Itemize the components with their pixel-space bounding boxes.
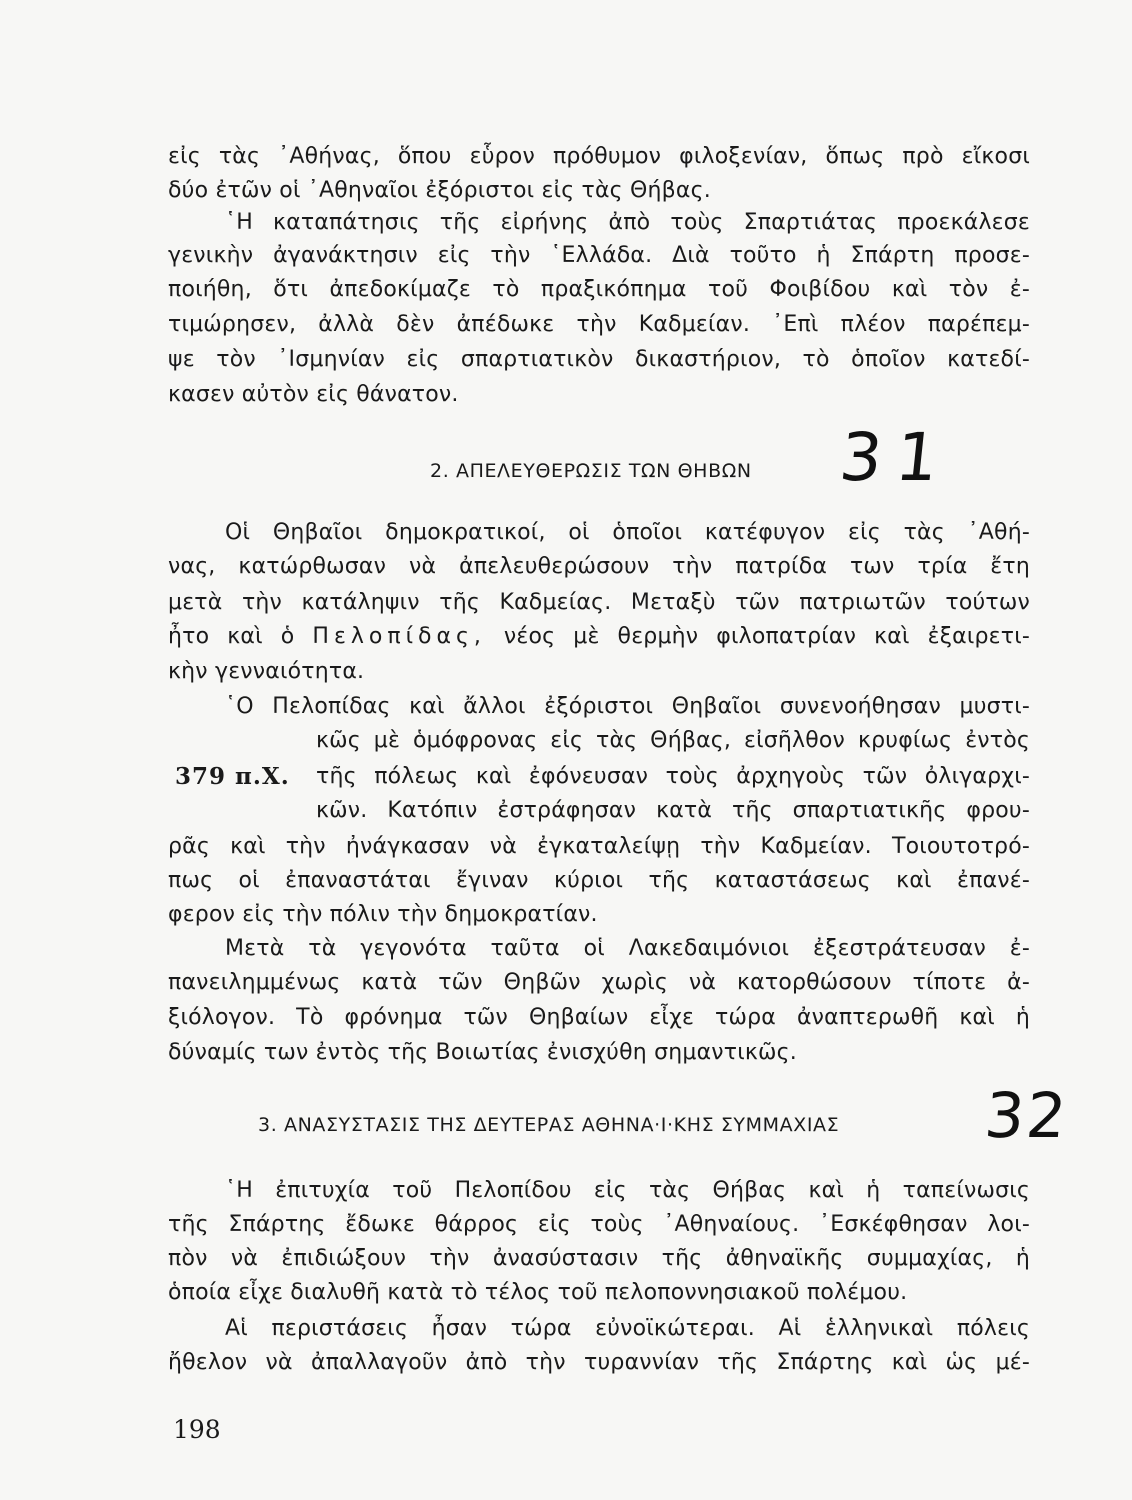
text-segment: νέος μὲ θερμὴν φιλοπατρίαν καὶ ἐξαιρετι- [503,624,1030,649]
text-line: ψε τὸν ᾿Ισμηνίαν εἰς σπαρτιατικὸν δικαστήριον, τὸ ὁποῖον κατεδί- [168,347,1030,372]
text-line [168,622,1030,652]
text-line: τῆς πόλεως καὶ ἐφόνευσαν τοὺς ἀρχηγοὺς τῶν ὀλιγαρχι- [316,764,1030,789]
text-line: φερον εἰς τὴν πόλιν τὴν δημοκρατίαν. [168,902,598,927]
text-line: ποιήθη, ὅτι ἀπεδοκίμαζε τὸ πραξικόπημα τοῦ Φοιβίδου καὶ τὸν ἐ- [168,277,1030,302]
text-line: γενικὴν ἀγανάκτησιν εἰς τὴν ῾Ελλάδα. Διὰ τοῦτο ἡ Σπάρτη προσε- [168,243,1030,268]
text-line: πως οἱ ἐπαναστάται ἔγιναν κύριοι τῆς καταστάσεως καὶ ἐπανέ- [168,868,1030,893]
text-line: κασεν αὐτὸν εἰς θάνατον. [168,382,459,407]
text-line: εἰς τὰς ᾿Αθήνας, ὅπου εὗρον πρόθυμον φιλοξενίαν, ὅπως πρὸ εἴκοσι [168,144,1030,169]
text-line: δύναμίς των ἐντὸς τῆς Βοιωτίας ἐνισχύθη σημαντικῶς. [168,1040,797,1065]
margin-date: 379 π.Χ. [175,763,290,790]
text-line: Μετὰ τὰ γεγονότα ταῦτα οἱ Λακεδαιμόνιοι ἐξεστράτευσαν ἐ- [225,936,1030,961]
page-number: 198 [173,1415,221,1444]
section-heading: 2. ΑΠΕΛΕΥΘΕΡΩΣΙΣ ΤΩΝ ΘΗΒΩΝ [430,460,752,482]
text-line: κῶς μὲ ὁμόφρονας εἰς τὰς Θήβας, εἰσῆλθον κρυφίως ἐντὸς [316,728,1030,753]
section-heading: 3. ΑΝΑΣΥΣΤΑΣΙΣ ΤΗΣ ΔΕΥΤΕΡΑΣ ΑΘΗΝΑ·Ι·ΚΗΣ ΣΥΜΜΑΧΙΑΣ [258,1114,840,1136]
handwritten-note: 32 [981,1079,1072,1152]
text-line: δύο ἐτῶν οἱ ᾿Αθηναῖοι ἐξόριστοι εἰς τὰς Θήβας. [168,178,711,203]
text-line: πὸν νὰ ἐπιδιώξουν τὴν ἀνασύστασιν τῆς ἀθηναϊκῆς συμμαχίας, ἡ [168,1246,1030,1271]
text-line: ῾Ο Πελοπίδας καὶ ἄλλοι ἐξόριστοι Θηβαῖοι συνενοήθησαν μυστι- [225,694,1030,719]
text-line: ξιόλογον. Τὸ φρόνημα τῶν Θηβαίων εἶχε τώρα ἀναπτερωθῆ καὶ ἡ [168,1005,1030,1030]
text-line: ῾Η καταπάτησις τῆς εἰρήνης ἀπὸ τοὺς Σπαρτιάτας προεκάλεσε [225,210,1030,235]
text-line: νας, κατώρθωσαν νὰ ἀπελευθερώσουν τὴν πατρίδα των τρία ἔτη [168,554,1030,579]
text-line: ὁποία εἶχε διαλυθῆ κατὰ τὸ τέλος τοῦ πελοποννησιακοῦ πολέμου. [168,1280,908,1305]
text-line: ρᾶς καὶ τὴν ἠνάγκασαν νὰ ἐγκαταλείψῃ τὴν Καδμείαν. Τοιουτοτρό- [168,834,1030,859]
handwritten-note: 31 [836,419,957,496]
text-line: τῆς Σπάρτης ἔδωκε θάρρος εἰς τοὺς ᾿Αθηναίους. ᾿Εσκέφθησαν λοι- [168,1212,1030,1237]
text-line: κῶν. Κατόπιν ἐστράφησαν κατὰ τῆς σπαρτιατικῆς φρου- [316,798,1030,823]
person-name: Πελοπίδας, [312,624,486,649]
text-line: Οἱ Θηβαῖοι δημοκρατικοί, οἱ ὁποῖοι κατέφυγον εἰς τὰς ᾿Αθή- [225,520,1030,545]
text-line: κὴν γενναιότητα. [168,659,365,684]
text-line: Αἱ περιστάσεις ἦσαν τώρα εὐνοϊκώτεραι. Αἱ ἑλληνικαὶ πόλεις [225,1316,1030,1341]
text-line: μετὰ τὴν κατάληψιν τῆς Καδμείας. Μεταξὺ τῶν πατριωτῶν τούτων [168,590,1030,615]
text-line: τιμώρησεν, ἀλλὰ δὲν ἀπέδωκε τὴν Καδμείαν. ᾿Επὶ πλέον παρέπεμ- [168,312,1030,337]
text-line: πανειλημμένως κατὰ τῶν Θηβῶν χωρὶς νὰ κατορθώσουν τίποτε ἀ- [168,970,1030,995]
text-line: ῾Η ἐπιτυχία τοῦ Πελοπίδου εἰς τὰς Θήβας καὶ ἡ ταπείνωσις [225,1178,1030,1203]
text-line: ἤθελον νὰ ἀπαλλαγοῦν ἀπὸ τὴν τυραννίαν τῆς Σπάρτης καὶ ὡς μέ- [168,1350,1030,1375]
text-segment: ἦτο καὶ ὁ [168,624,295,649]
